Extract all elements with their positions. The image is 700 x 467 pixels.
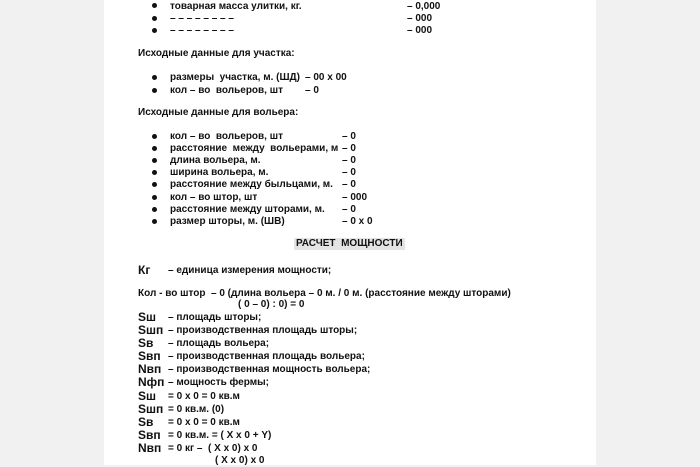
- list-item-value: – 0: [342, 179, 356, 190]
- list-item-label: размеры участка, м. (ШД): [170, 72, 300, 83]
- definition-text: – площадь шторы;: [168, 312, 262, 323]
- list-item-label: размер шторы, м. (ШВ): [170, 216, 285, 227]
- symbol: Nвп: [138, 441, 162, 455]
- formula-text: = 0 кв.м. (0): [168, 404, 225, 415]
- definition-text: – производственная площадь шторы;: [168, 325, 358, 336]
- definition-text: – площадь вольера;: [168, 338, 270, 349]
- symbol: Sв: [138, 336, 154, 350]
- list-item-label: кол – во вольеров, шт: [170, 131, 283, 142]
- definition-text: – единица измерения мощности;: [168, 265, 332, 276]
- bullet: [152, 182, 157, 187]
- list-item-label: ширина вольера, м.: [170, 167, 269, 178]
- section-heading-plot: Исходные данные для участка:: [138, 48, 295, 59]
- bullet: [152, 3, 157, 8]
- list-item-value: – 0: [342, 155, 356, 166]
- list-item-value: – 0 х 0: [342, 216, 373, 227]
- list-item-label: кол – во штор, шт: [170, 192, 258, 203]
- symbol: Nвп: [138, 362, 162, 376]
- formula-text: = 0 кв.м. = ( Х х 0 + Y): [168, 430, 272, 441]
- list-item-label: – – – – – – – –: [170, 13, 234, 24]
- bullet: [152, 170, 157, 175]
- formula-text: = 0 кг – ( Х х 0) х 0: [168, 443, 258, 454]
- list-item-value: – 0: [342, 143, 356, 154]
- bullet: [152, 28, 157, 33]
- section-heading-enclosure: Исходные данные для вольера:: [138, 107, 299, 118]
- curtain-count-result: ( 0 – 0) : 0) = 0: [238, 299, 305, 310]
- symbol: Sш: [138, 310, 157, 324]
- bullet: [152, 219, 157, 224]
- symbol: Кг: [138, 263, 151, 277]
- list-item-label: расстояние между шторами, м.: [170, 204, 325, 215]
- bullet: [152, 88, 157, 93]
- list-item-value: – 000: [407, 25, 433, 36]
- bullet: [152, 75, 157, 80]
- bullet: [152, 146, 157, 151]
- formula-text: = 0 х 0 = 0 кв.м: [168, 391, 240, 402]
- symbol: Sшп: [138, 323, 164, 337]
- formula-continuation: ( Х х 0) х 0: [215, 455, 265, 466]
- symbol: Sв: [138, 415, 154, 429]
- definition-text: – производственная площадь вольера;: [168, 351, 365, 362]
- list-item-value: – 0: [342, 167, 356, 178]
- list-item-value: – 000: [407, 13, 433, 24]
- list-item-value: – 0: [342, 204, 356, 215]
- symbol: Sш: [138, 389, 157, 403]
- symbol: Sшп: [138, 402, 164, 416]
- list-item-label: расстояние между вольерами, м: [170, 143, 339, 154]
- bullet: [152, 16, 157, 21]
- bullet: [152, 158, 157, 163]
- symbol: Sвп: [138, 428, 161, 442]
- list-item-label: расстояние между быльцами, м.: [170, 179, 333, 190]
- curtain-count-line: Кол - во штор – 0 (длина вольера – 0 м. / 0 м. (расстояние между шторами): [138, 288, 511, 299]
- bullet: [152, 134, 157, 139]
- symbol: Sвп: [138, 349, 161, 363]
- list-item-label: – – – – – – – –: [170, 25, 234, 36]
- list-item-value: – 0: [305, 85, 319, 96]
- list-item-label: кол – во вольеров, шт: [170, 85, 283, 96]
- symbol: Nфп: [138, 375, 165, 389]
- definition-text: – мощность фермы;: [168, 377, 269, 388]
- document-page: [104, 0, 596, 465]
- bullet: [152, 207, 157, 212]
- list-item-value: – 00 х 00: [305, 72, 347, 83]
- formula-text: = 0 х 0 = 0 кв.м: [168, 417, 240, 428]
- bullet: [152, 195, 157, 200]
- calc-heading: РАСЧЕТ МОЩНОСТИ: [296, 238, 403, 249]
- list-item-value: – 000: [342, 192, 368, 203]
- list-item-value: – 0,000: [407, 1, 441, 12]
- list-item-label: длина вольера, м.: [170, 155, 261, 166]
- list-item-label: товарная масса улитки, кг.: [170, 1, 302, 12]
- list-item-value: – 0: [342, 131, 356, 142]
- definition-text: – производственная мощность вольера;: [168, 364, 371, 375]
